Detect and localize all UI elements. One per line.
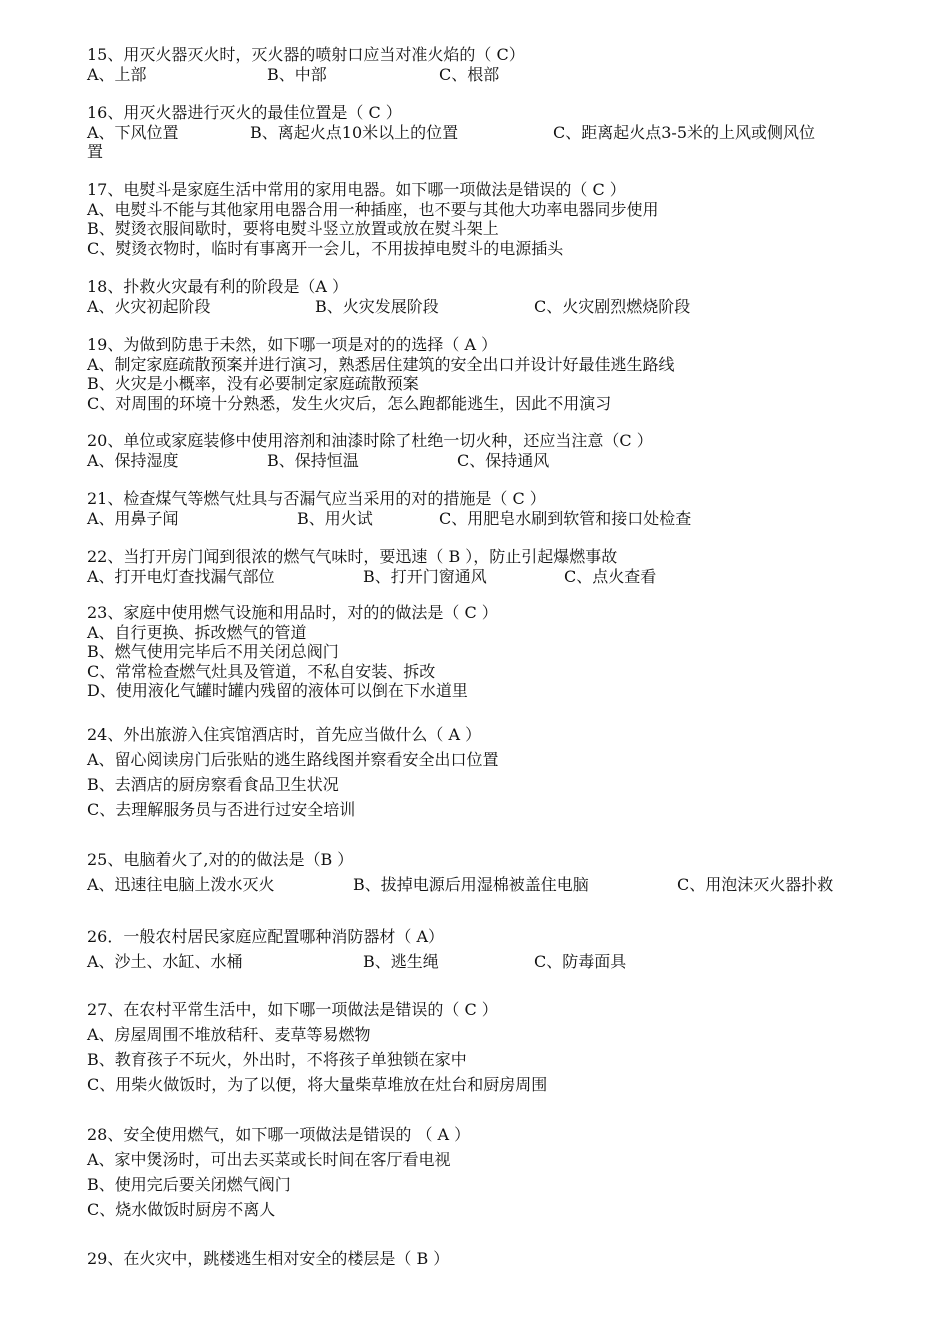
option-b: B、火灾发展阶段: [315, 296, 439, 316]
question-stem: 26．一般农村居民家庭应配置哪种消防器材（ A）: [87, 927, 445, 946]
option-b: B、熨烫衣服间歇时，要将电熨斗竖立放置或放在熨斗架上: [87, 219, 499, 238]
option-c: C、保持通风: [457, 450, 550, 470]
option-b: B、打开门窗通风: [363, 566, 487, 586]
question-stem: 28、安全使用燃气，如下哪一项做法是错误的 （ A ）: [87, 1125, 471, 1144]
option-a: A、保持湿度: [87, 450, 179, 470]
question-stem: 22、当打开房门闻到很浓的燃气气味时，要迅速（ B ），防止引起爆燃事故: [87, 547, 618, 566]
option-c-continued: 置: [87, 142, 104, 161]
options-row: [87, 567, 887, 587]
question-28: [87, 1122, 887, 1222]
question-21: [87, 489, 887, 528]
question-19: [87, 335, 887, 413]
option-c: C、点火查看: [564, 566, 657, 586]
option-a: A、打开电灯查找漏气部位: [87, 566, 275, 586]
option-c: C、熨烫衣物时，临时有事离开一会儿，不用拔掉电熨斗的电源插头: [87, 238, 564, 258]
question-stem: 20、单位或家庭装修中使用溶剂和油漆时除了杜绝一切火种，还应当注意（C ）: [87, 431, 653, 450]
options-row: [87, 297, 887, 317]
question-stem: 23、家庭中使用燃气设施和用品时，对的的做法是（ C ）: [87, 603, 498, 622]
options-row: [87, 949, 887, 974]
question-24: [87, 722, 887, 822]
question-29: [87, 1246, 887, 1271]
option-b: B、使用完后要关闭燃气阀门: [87, 1175, 291, 1194]
option-c: C、距离起火点3-5米的上风或侧风位: [553, 122, 816, 142]
option-a: A、房屋周围不堆放秸秆、麦草等易燃物: [87, 1025, 371, 1044]
question-stem: 19、为做到防患于未然，如下哪一项是对的的选择（ A ）: [87, 335, 498, 354]
option-c: C、烧水做饭时厨房不离人: [87, 1200, 276, 1219]
question-25: [87, 847, 887, 897]
question-16: [87, 103, 887, 162]
question-stem: 18、扑救火灾最有利的阶段是（A ）: [87, 277, 349, 296]
options-row: [87, 65, 887, 85]
question-stem: 16、用灭火器进行灭火的最佳位置是（ C ）: [87, 103, 402, 122]
option-a: A、留心阅读房门后张贴的逃生路线图并察看安全出口位置: [87, 750, 499, 769]
question-27: [87, 997, 887, 1097]
option-c: C、防毒面具: [534, 952, 627, 971]
options-row: [87, 123, 887, 143]
question-stem: 25、电脑着火了,对的的做法是（B ）: [87, 850, 354, 869]
question-15: [87, 45, 887, 84]
question-20: [87, 431, 887, 470]
option-c: C、用柴火做饭时，为了以便，将大量柴草堆放在灶台和厨房周围: [87, 1075, 548, 1094]
option-b: B、燃气使用完毕后不用关闭总阀门: [87, 642, 339, 661]
option-a: A、自行更换、拆改燃气的管道: [87, 622, 307, 642]
option-c: C、用肥皂水刷到软管和接口处检查: [439, 508, 692, 528]
option-b: B、保持恒温: [267, 450, 359, 470]
option-b: B、拔掉电源后用湿棉被盖住电脑: [353, 875, 589, 894]
option-b: B、中部: [267, 64, 327, 84]
option-b: B、离起火点10米以上的位置: [250, 122, 459, 142]
option-b: B、去酒店的厨房察看食品卫生状况: [87, 775, 339, 794]
question-stem: 24、外出旅游入住宾馆酒店时，首先应当做什么（ A ）: [87, 725, 482, 744]
option-c: C、对周围的环境十分熟悉，发生火灾后，怎么跑都能逃生，因此不用演习: [87, 393, 612, 413]
question-26: [87, 924, 887, 974]
option-a: A、电熨斗不能与其他家用电器合用一种插座，也不要与其他大功率电器同步使用: [87, 199, 659, 219]
question-stem: 15、用灭火器灭火时，灭火器的喷射口应当对准火焰的（ C）: [87, 45, 525, 64]
question-stem: 29、在火灾中，跳楼逃生相对安全的楼层是（ B ）: [87, 1249, 450, 1268]
question-stem: 27、在农村平常生活中，如下哪一项做法是错误的（ C ）: [87, 1000, 498, 1019]
option-a: A、迅速往电脑上泼水灭火: [87, 875, 275, 894]
option-b: B、火灾是小概率，没有必要制定家庭疏散预案: [87, 374, 419, 393]
option-a: A、上部: [87, 64, 147, 84]
question-22: [87, 547, 887, 586]
option-b: B、用火试: [297, 508, 373, 528]
option-a: A、制定家庭疏散预案并进行演习，熟悉居住建筑的安全出口并设计好最佳逃生路线: [87, 354, 675, 374]
option-a: A、沙土、水缸、水桶: [87, 952, 243, 971]
option-b: B、逃生绳: [363, 952, 439, 971]
question-stem: 21、检查煤气等燃气灶具与否漏气应当采用的对的措施是（ C ）: [87, 489, 546, 508]
question-17: [87, 180, 887, 258]
option-b: B、教育孩子不玩火，外出时，不将孩子单独锁在家中: [87, 1050, 467, 1069]
options-row: [87, 509, 887, 529]
question-23: [87, 603, 887, 701]
option-a: A、家中煲汤时，可出去买菜或长时间在客厅看电视: [87, 1150, 451, 1169]
option-a: A、用鼻子闻: [87, 508, 179, 528]
option-c: C、常常检查燃气灶具及管道，不私自安装、拆改: [87, 661, 436, 681]
question-stem: 17、电熨斗是家庭生活中常用的家用电器。如下哪一项做法是错误的（ C ）: [87, 180, 626, 199]
options-row: [87, 872, 887, 897]
question-18: [87, 277, 887, 316]
option-d: D、使用液化气罐时罐内残留的液体可以倒在下水道里: [87, 681, 468, 700]
option-c: C、火灾剧烈燃烧阶段: [534, 296, 691, 316]
option-a: A、下风位置: [87, 122, 179, 142]
options-row: [87, 451, 887, 471]
option-c: C、根部: [439, 64, 500, 84]
option-a: A、火灾初起阶段: [87, 296, 211, 316]
option-c: C、去理解服务员与否进行过安全培训: [87, 800, 356, 819]
option-c: C、用泡沫灭火器扑救: [677, 875, 834, 894]
